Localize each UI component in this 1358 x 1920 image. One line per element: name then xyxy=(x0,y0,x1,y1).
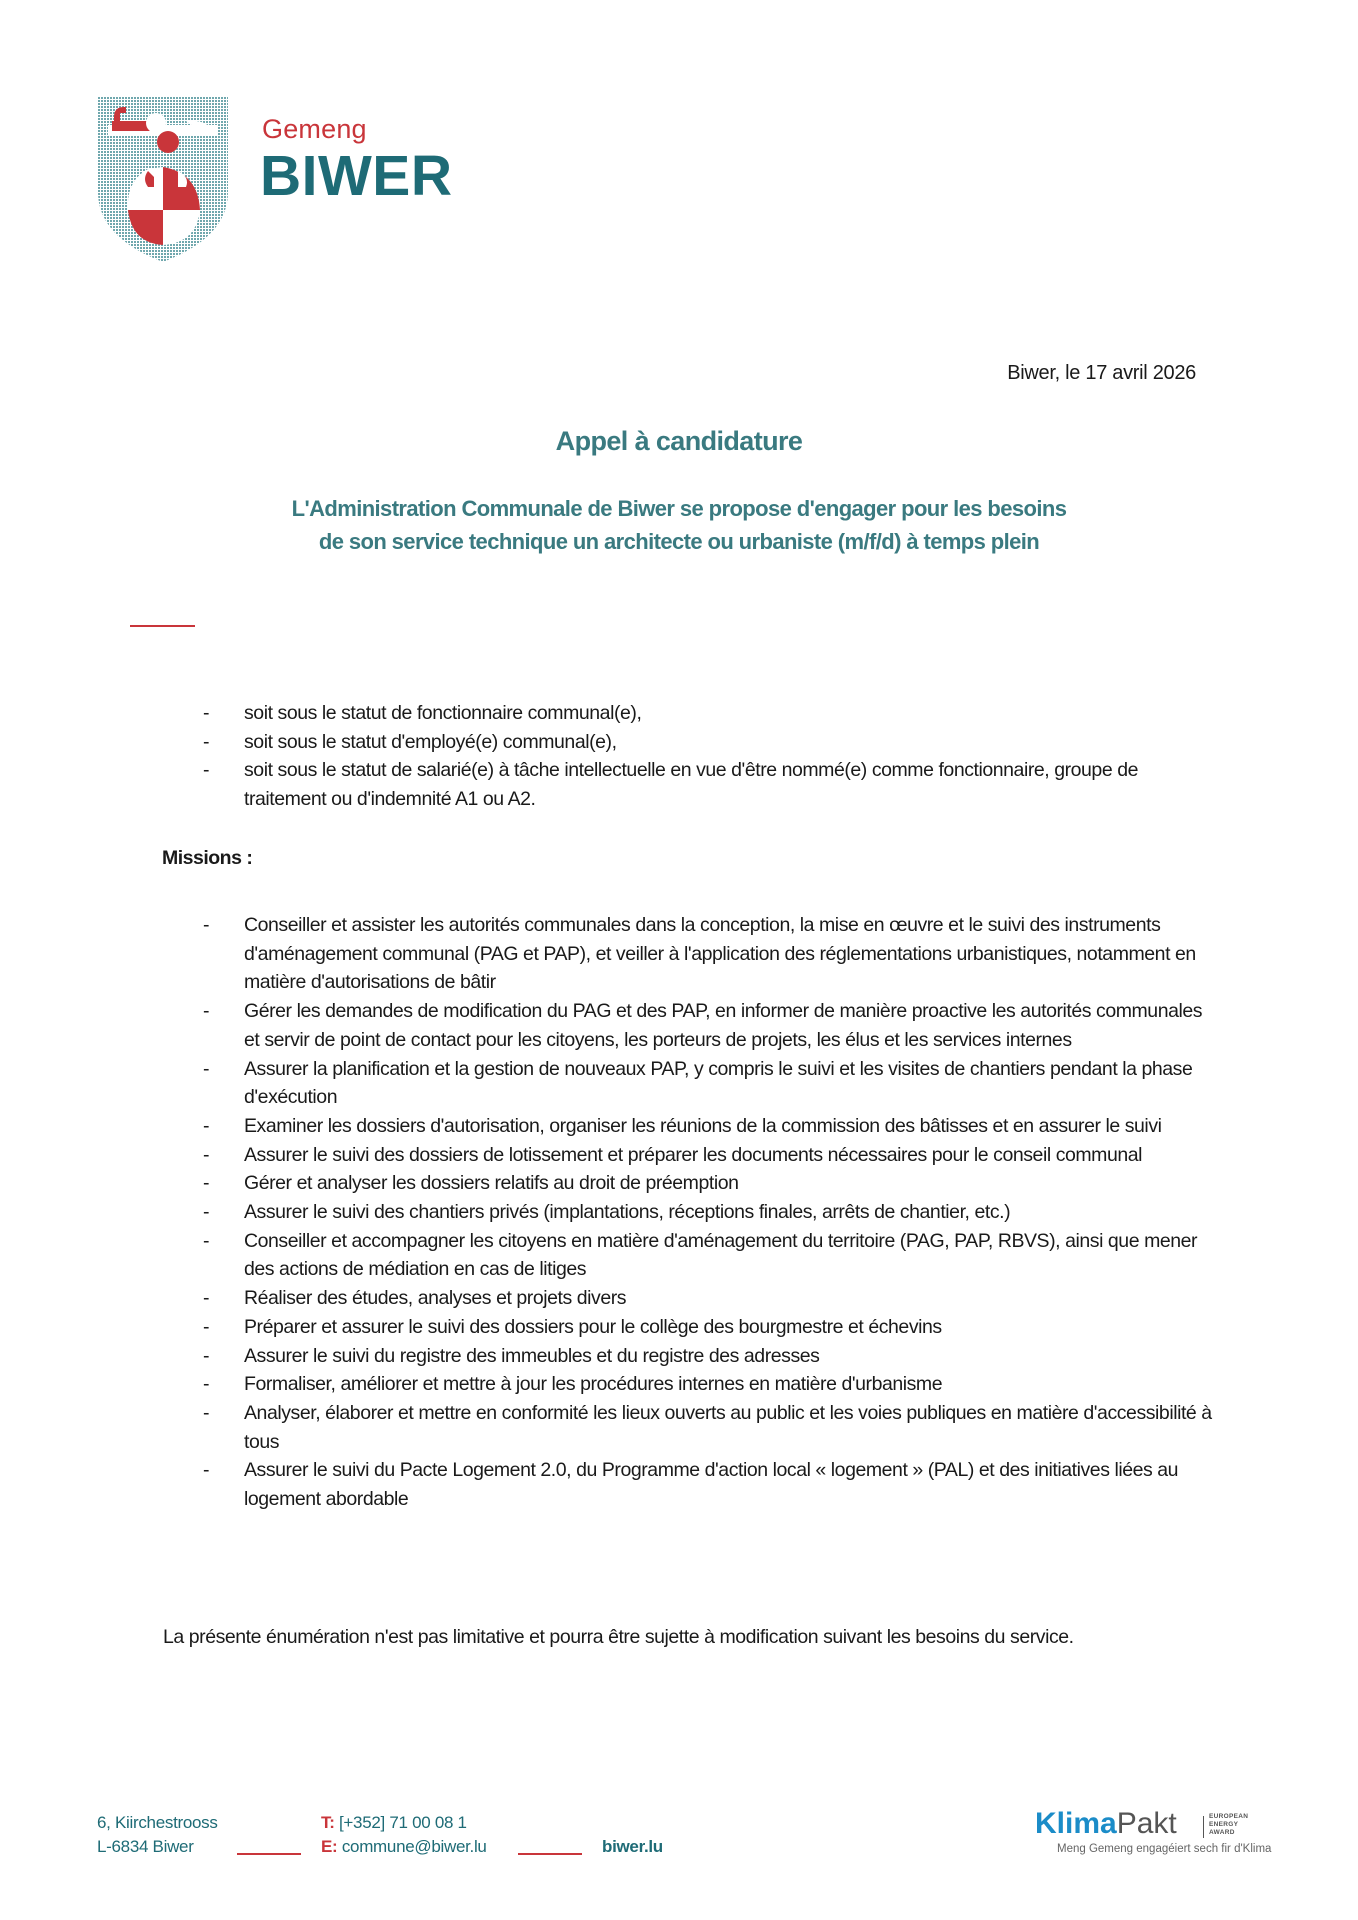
dash-bullet-icon: - xyxy=(203,730,210,753)
list-item xyxy=(163,1169,1213,1198)
list-item xyxy=(163,1284,1213,1313)
footer-address xyxy=(97,1811,218,1859)
footer-divider xyxy=(237,1853,301,1855)
dash-bullet-icon: - xyxy=(203,1114,210,1137)
list-item-text: Assurer le suivi des dossiers de lotissement et préparer les documents nécessaires pour le conseil communal xyxy=(244,1143,1143,1166)
missions-list xyxy=(163,911,1213,1514)
dash-bullet-icon: - xyxy=(203,1143,210,1166)
dash-bullet-icon: - xyxy=(203,1401,210,1424)
list-item-text: Formaliser, améliorer et mettre à jour les procédures internes en matière d'urbanisme xyxy=(244,1373,943,1396)
list-item-text: soit sous le statut de salarié(e) à tâche intellectuelle en vue d'être nommé(e) comme fonctionnaire, groupe de traitement ou d'indemnité A1 ou A2. xyxy=(244,759,1138,811)
klimapakt-wordmark: KlimaPakt xyxy=(1035,1807,1177,1840)
dash-bullet-icon: - xyxy=(203,759,210,782)
list-item xyxy=(163,1313,1213,1342)
list-item xyxy=(163,1198,1213,1227)
subtitle-line: de son service technique un architecte ou urbaniste (m/f/d) à temps plein xyxy=(318,529,1040,554)
dash-bullet-icon: - xyxy=(203,1344,210,1367)
dash-bullet-icon: - xyxy=(203,1373,210,1396)
list-item xyxy=(163,1227,1213,1284)
footer-phone xyxy=(321,1811,487,1835)
list-item xyxy=(163,1399,1213,1456)
dash-bullet-icon: - xyxy=(203,1287,210,1310)
website-link[interactable]: biwer.lu xyxy=(602,1837,663,1856)
list-item-text: soit sous le statut de fonctionnaire communal(e), xyxy=(244,702,642,724)
list-item-text: soit sous le statut d'employé(e) communal(e), xyxy=(244,730,617,753)
list-item-text: Conseiller et accompagner les citoyens en matière d'aménagement du territoire (PAG, PAP, RBVS), ainsi que mener des actions de médiation en cas de litiges xyxy=(244,1229,1198,1281)
list-item xyxy=(163,728,1213,757)
list-item-text: Assurer la planification et la gestion de nouveaux PAP, y compris le suivi et les visites de chantiers pendant la phase d'exécution xyxy=(244,1057,1193,1109)
list-item xyxy=(163,699,1213,728)
closing-paragraph: La présente énumération n'est pas limitative et pourra être sujette à modification suivant les besoins du service. xyxy=(163,1626,1074,1648)
dash-bullet-icon: - xyxy=(203,914,210,936)
list-item xyxy=(163,1141,1213,1170)
document-title: Appel à candidature xyxy=(555,426,803,456)
phone-label: T: xyxy=(321,1813,335,1832)
dash-bullet-icon: - xyxy=(203,702,210,724)
dash-bullet-icon: - xyxy=(203,1057,210,1080)
european-energy-award-label: EUROPEAN ENERGY AWARD xyxy=(1209,1813,1249,1836)
subtitle-line: L'Administration Communale de Biwer se propose d'engager pour les besoins xyxy=(291,496,1067,521)
document-subtitle xyxy=(0,492,1358,558)
dash-bullet-icon: - xyxy=(203,1172,210,1195)
brand-name-line2: BIWER xyxy=(260,144,453,208)
email-label: E: xyxy=(321,1837,338,1856)
klimapakt-separator xyxy=(1203,1816,1204,1838)
list-item-text: Assurer le suivi des chantiers privés (implantations, réceptions finales, arrêts de chantier, etc.) xyxy=(244,1201,1011,1224)
biwer-coat-of-arms-shield-icon xyxy=(98,97,228,262)
list-item-text: Gérer les demandes de modification du PAG et des PAP, en informer de manière proactive les autorités communales et servir de point de contact pour les citoyens, les porteurs de projets, les élus et les services internes xyxy=(244,1000,1203,1051)
list-item-text: Examiner les dossiers d'autorisation, organiser les réunions de la commission des bâtisses et en assurer le suivi xyxy=(244,1114,1162,1137)
list-item-text: Réaliser des études, analyses et projets divers xyxy=(244,1287,627,1310)
list-item xyxy=(163,1342,1213,1371)
list-item-text: Analyser, élaborer et mettre en conformité les lieux ouverts au public et les voies publiques en matière d'accessibilité à tous xyxy=(244,1401,1212,1453)
document-date: Biwer, le 17 avril 2026 xyxy=(1007,362,1196,384)
footer-contact xyxy=(321,1811,487,1859)
klimapakt-tagline: Meng Gemeng engagéiert sech fir d'Klima xyxy=(1057,1843,1272,1855)
accent-divider xyxy=(130,625,195,627)
list-item xyxy=(163,1370,1213,1399)
list-item xyxy=(163,911,1213,997)
list-item xyxy=(163,997,1213,1054)
dash-bullet-icon: - xyxy=(203,1201,210,1224)
email-link[interactable]: commune@biwer.lu xyxy=(341,1837,487,1856)
phone-number: [+352] 71 00 08 1 xyxy=(339,1813,467,1832)
list-item xyxy=(163,756,1213,813)
dash-bullet-icon: - xyxy=(203,1229,210,1252)
list-item xyxy=(163,1456,1213,1513)
list-item-text: Préparer et assurer le suivi des dossiers pour le collège des bourgmestre et échevins xyxy=(244,1315,942,1338)
footer-email xyxy=(321,1835,487,1859)
status-options-list xyxy=(163,699,1213,814)
list-item-text: Assurer le suivi du registre des immeubles et du registre des adresses xyxy=(244,1344,820,1367)
list-item-text: Gérer et analyser les dossiers relatifs au droit de préemption xyxy=(244,1172,739,1195)
list-item xyxy=(163,1112,1213,1141)
brand-name-line1: Gemeng xyxy=(262,114,367,144)
klimapakt-logo xyxy=(1035,1808,1270,1860)
missions-heading: Missions : xyxy=(162,847,253,869)
dash-bullet-icon: - xyxy=(203,1315,210,1338)
list-item-text: Conseiller et assister les autorités communales dans la conception, la mise en œuvre et le suivi des instruments d'aménagement communal (PAG et PAP), et veiller à l'application des réglementations urbanistiques, notamment en matière d'autorisations de bâtir xyxy=(244,914,1196,994)
dash-bullet-icon: - xyxy=(203,1000,210,1023)
footer-divider xyxy=(518,1853,582,1855)
list-item-text: Assurer le suivi du Pacte Logement 2.0, du Programme d'action local « logement » (PAL) et des initiatives liées au logement abordable xyxy=(244,1459,1179,1511)
dash-bullet-icon: - xyxy=(203,1459,210,1482)
address-line: L-6834 Biwer xyxy=(97,1837,194,1856)
list-item xyxy=(163,1055,1213,1112)
address-line: 6, Kiirchestrooss xyxy=(97,1813,218,1832)
